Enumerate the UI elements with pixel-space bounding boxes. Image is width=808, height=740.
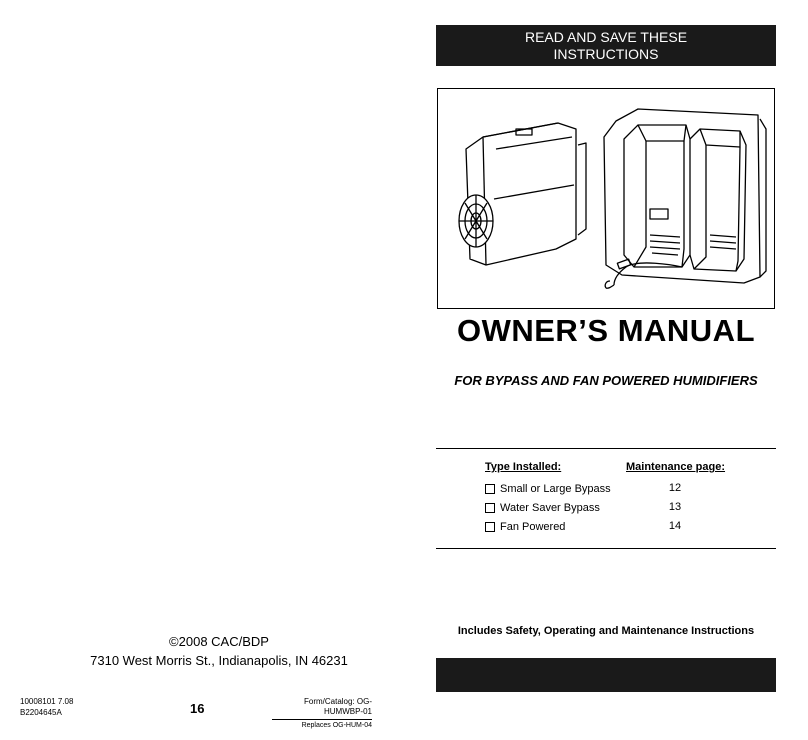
doc-number: 10008101 7.08 [20,697,74,706]
maintenance-page-value: 14 [668,520,682,532]
checkbox[interactable] [485,484,495,494]
maintenance-page-header: Maintenance page: [626,461,726,473]
page-title: OWNER’S MANUAL [456,313,756,348]
fan-unit-front [624,125,690,267]
type-label: Small or Large Bypass [500,483,611,495]
type-label: Fan Powered [500,521,566,533]
humidifier-drawing [438,89,774,308]
humidifier-illustration [437,88,775,309]
doc-codes [20,696,73,718]
maintenance-page-value: 13 [668,501,682,513]
form-catalog-block [272,697,372,731]
doc-code: B2204645A [20,708,62,717]
type-row-fan-powered [485,519,565,535]
includes-note: Includes Safety, Operating and Maintenance Instructions [457,625,755,637]
subtitle: FOR BYPASS AND FAN POWERED HUMIDIFIERS [454,373,758,388]
replaces-note: Replaces OG-HUM-04 [301,722,372,729]
company-address: 7310 West Morris St., Indianapolis, IN 46231 [90,653,348,668]
banner-line-1: READ AND SAVE THESE [524,29,688,45]
type-label: Water Saver Bypass [500,502,600,514]
read-save-banner [436,25,776,66]
divider-top [436,448,776,449]
checkbox[interactable] [485,503,495,513]
divider-bottom [436,548,776,549]
type-row-water-saver-bypass [485,500,600,516]
divider [272,719,372,720]
form-catalog: Form/Catalog: OG-HUMWBP-01 [303,697,372,716]
type-installed-header: Type Installed: [485,461,562,473]
page-number: 16 [190,701,205,716]
checkbox[interactable] [485,522,495,532]
banner-line-2: INSTRUCTIONS [553,46,659,62]
copyright-block [20,632,418,670]
type-row-small-large-bypass [485,481,611,497]
bottom-bar [436,658,776,692]
copyright-text: ©2008 CAC/BDP [169,634,269,649]
maintenance-page-value: 12 [668,482,682,494]
